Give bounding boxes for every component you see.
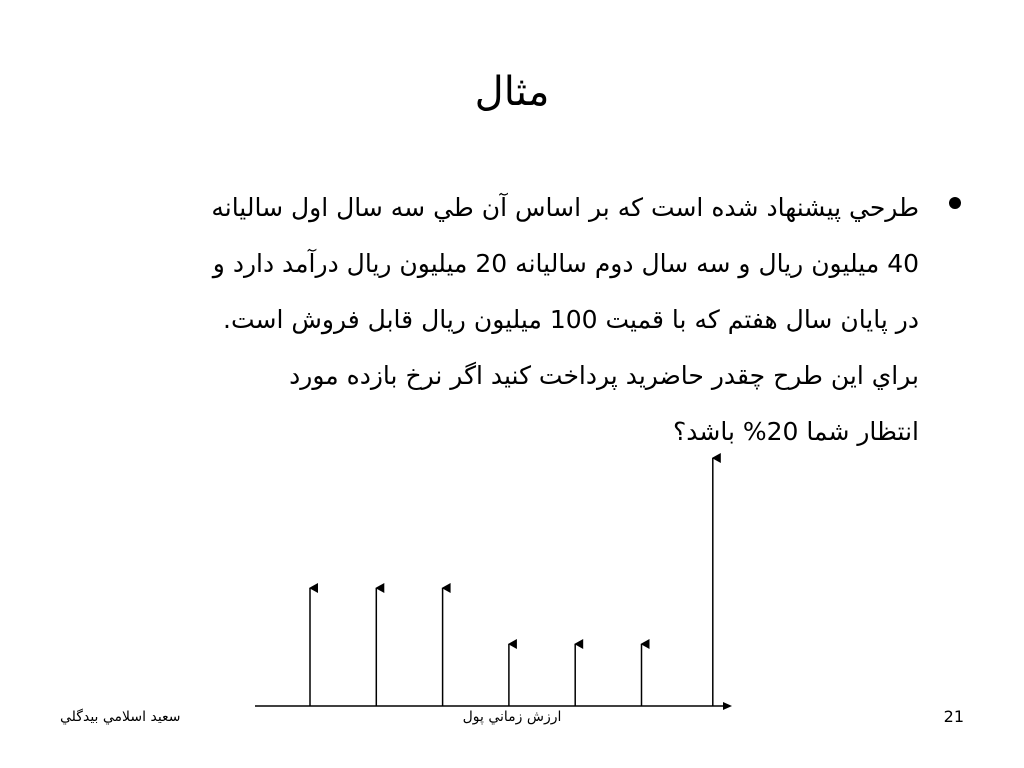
slide-title: مثال	[474, 69, 550, 115]
bullet-text: طرحي پيشنهاد شده است که بر اساس آن طي سه سال اول ساليانه 40 ميليون ريال و سه سال دوم ساليانه 20 ميليون ريال درآمد دارد و در پايان سال هفتم که با قميت 100 ميليون ريال قابل فروش است. براي اين طرح چقدر حاضريد پرداخت کنيد اگر نرخ بازده مورد انتظار شما 20% باشد؟	[211, 193, 919, 446]
cash-flow-arrows	[310, 458, 713, 706]
footer-author: سعيد اسلامي بيدگلي	[60, 709, 181, 725]
page-number: 21	[943, 707, 964, 726]
footer-topic: ارزش زماني پول	[462, 709, 562, 725]
